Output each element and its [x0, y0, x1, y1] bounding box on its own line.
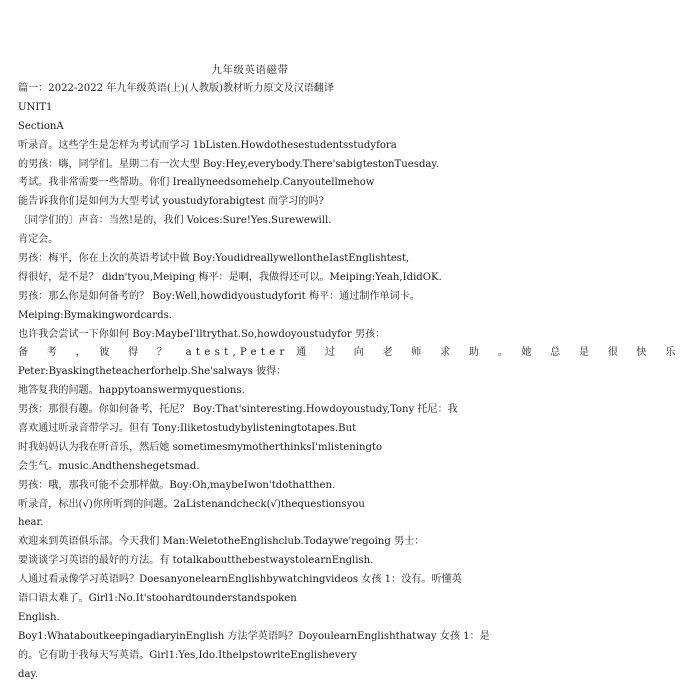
text-line: 能告诉我你们是如何为大型考试 youstudyforabigtest 而学习的吗?: [18, 196, 324, 208]
text-line: 也许我会尝试一下你如何 Boy:MaybeI'lltrythat.So,howdoyoustudyfor 男孩：: [18, 328, 386, 340]
text-line: 备 考 ， 彼 得 ？ atest,Peter 通 过 向 老 师 求 助 。 她 总 是 很 快 乐: [18, 347, 680, 359]
text-line: 的。它有助于我每天写英语。Girl1:Yes,Ido.IthelpstowriteEnglishevery: [18, 649, 357, 661]
text-line: English.: [18, 611, 60, 623]
text-line: 男孩：那么你是如何备考的？ Boy:Well,howdidyoustudyforit 梅平：通过制作单词卡。: [18, 290, 420, 302]
text-line: Peter:Byaskingtheteacherforhelp.She'salways 彼得：: [18, 366, 287, 378]
text-line: Boy1:WhataboutkeepingadiaryinEnglish 方法学英语吗？DoyoulearnEnglishthatway 女孩 1：是: [18, 630, 490, 642]
text-line: 要谈谈学习英语的最好的方法。有 totalkaboutthebestwaystolearnEnglish.: [18, 555, 374, 567]
text-line: 地答复我的问题。happytoanswermyquestions.: [18, 385, 245, 397]
text-line: hear.: [18, 517, 44, 529]
document-body: [18, 80, 680, 685]
text-line: Meiping:Bymakingwordcards.: [18, 309, 172, 321]
text-line: 的男孩：嗨，同学们。星期二有一次大型 Boy:Hey,everybody.There'sabigtestonTuesday.: [18, 158, 439, 170]
text-line: 肯定会。: [18, 234, 59, 246]
text-line: 欢迎来到英语俱乐部。今天我们 Man:WeletotheEnglishclub.Todaywe'regoing 男士：: [18, 536, 425, 548]
text-line: 篇一：2022-2022 年九年级英语(上)(人教版)教材听力原文及汉语翻译: [18, 83, 334, 94]
document-title: 九年级英语磁带: [211, 64, 289, 76]
text-line: 男孩：哦，那我可能不会那样做。Boy:Oh,maybeIwon'tdothatthen.: [18, 479, 336, 491]
text-line: 会生气。music.Andthenshegetsmad.: [18, 460, 200, 472]
text-line: SectionA: [18, 120, 64, 132]
text-line: 男孩：那很有趣。你如何备考，托尼？ Boy:That'sinteresting.Howdoyoustudy,Tony 托尼：我: [18, 404, 458, 416]
text-line: day.: [18, 668, 39, 680]
text-line: 喜欢通过听录音带学习。但有 Tony:Iliketostudybylisteningtotapes.But: [18, 423, 357, 435]
text-line: 语口语太难了。Girl1:No.It'stoohardtounderstandspoken: [18, 593, 297, 605]
text-line: 听录音。这些学生是怎样为考试而学习 1bListen.Howdothesestudentsstudyfora: [18, 139, 397, 151]
text-line: 考试。我非常需要一些帮助。你们 Ireallyneedsomehelp.Canyoutellmehow: [18, 177, 375, 189]
text-line: 听录音，标出(√)你所听到的问题。2aListenandcheck(√)thequestionsyou: [18, 498, 365, 510]
text-line: 男孩：梅平，你在上次的英语考试中做 Boy:YoudidreallywellontheIastEnglishtest,: [18, 253, 410, 265]
text-line: 时我妈妈认为我在听音乐，然后她 sometimesmymotherthinksI'mlisteningto: [18, 441, 383, 453]
text-line: 得很好，是不是？ didn'tyou,Meiping 梅平：是啊，我做得还可以。Meiping:Yeah,IdidOK.: [18, 271, 442, 283]
text-line: 人通过看录像学习英语吗？DoesanyonelearnEnglishbywatchingvideos 女孩 1：没有。听懂英: [18, 574, 462, 586]
text-line: 〔同学们的〕声音：当然!是的，我们 Voices:Sure!Yes.Surewewill.: [18, 215, 332, 227]
text-line: UNIT1: [18, 101, 53, 113]
